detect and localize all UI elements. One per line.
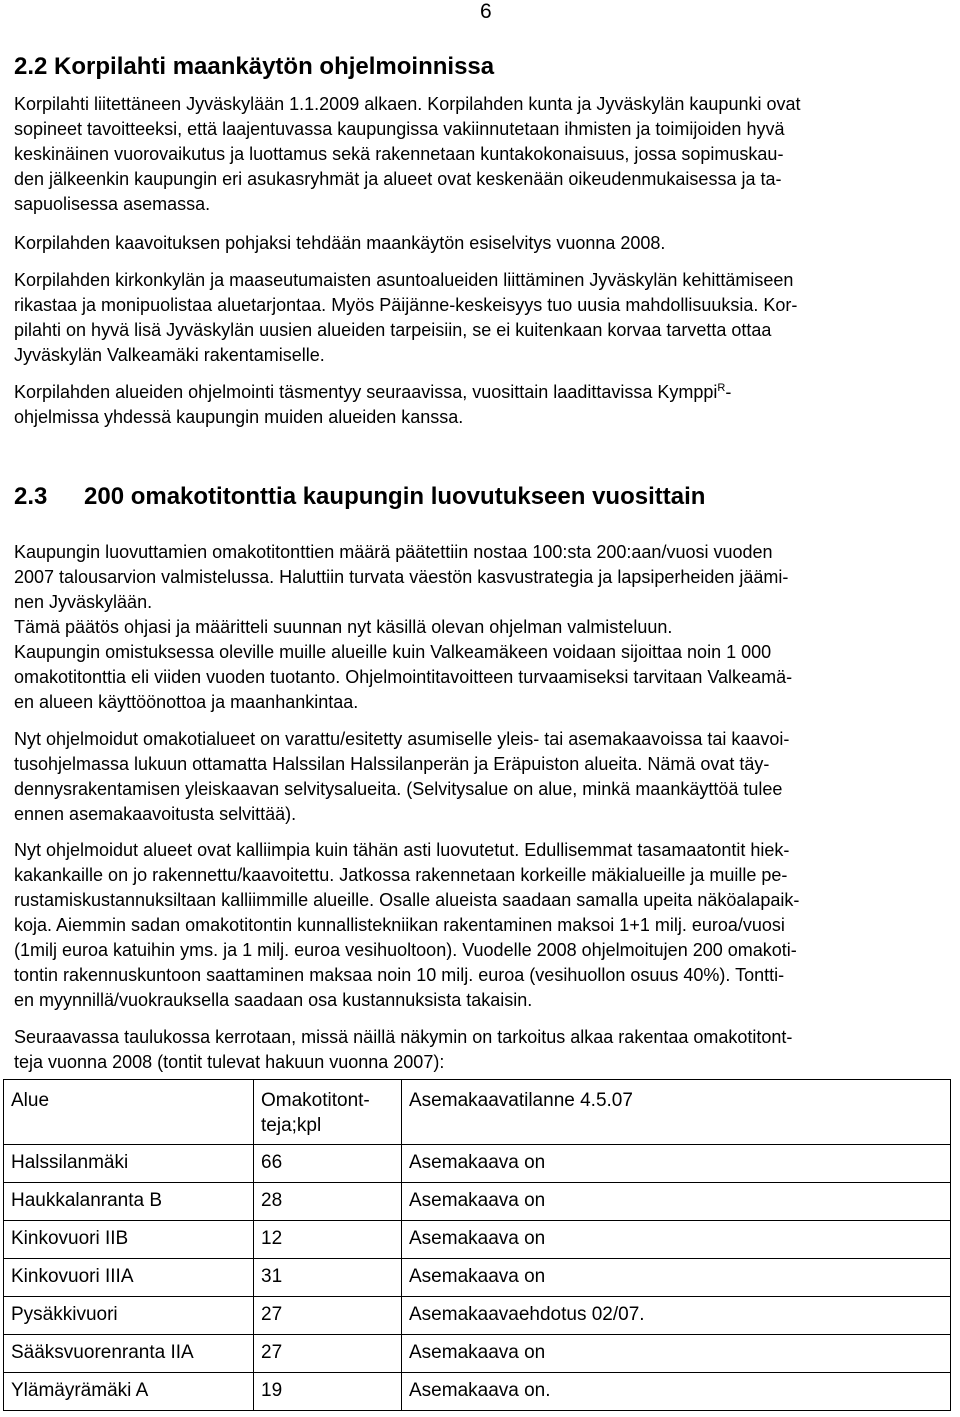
cell-area: Pysäkkivuori: [4, 1297, 254, 1335]
header-area: Alue: [4, 1080, 254, 1145]
table-row: [4, 1221, 951, 1259]
cell-count: 12: [254, 1221, 402, 1259]
superscript-r: R: [717, 382, 726, 394]
cell-status: Asemakaava on: [402, 1183, 951, 1221]
section-2-2-paragraph-3: Korpilahden kirkonkylän ja maaseutumaisten asuntoalueiden liittäminen Jyväskylän kehittämiseen rikastaa ja monipuolistaa aluetarjontaa. Myös Päijänne-keskeisyys tuo uusia mahdollisuuksia. Kor- pilahti on hyvä lisä Jyväskylän uusien alueiden tarpeisiin, se ei kuitenkaan korvaa tarvetta ottaa Jyväskylän Valkeamäki rakentamiselle.: [14, 270, 798, 365]
cell-count: 31: [254, 1259, 402, 1297]
section-2-2-paragraph-4: [14, 380, 954, 430]
header-plan-status: Asemakaavatilanne 4.5.07: [402, 1080, 951, 1145]
table-row: [4, 1259, 951, 1297]
cell-status: Asemakaavaehdotus 02/07.: [402, 1297, 951, 1335]
section-2-2-paragraph-2: Korpilahden kaavoituksen pohjaksi tehdään maankäytön esiselvitys vuonna 2008.: [14, 233, 666, 253]
cell-count: 27: [254, 1335, 402, 1373]
cell-status: Asemakaava on: [402, 1259, 951, 1297]
paragraph-text: Korpilahden alueiden ohjelmointi täsmentyy seuraavissa, vuosittain laadittavissa Kymppi: [14, 382, 718, 402]
section-2-2-heading: 2.2 Korpilahti maankäytön ohjelmoinnissa: [14, 53, 495, 80]
section-2-3-paragraph-3: Nyt ohjelmoidut alueet ovat kalliimpia kuin tähän asti luovutetut. Edullisemmat tasamaatontit hiek- kakankaille on jo rakennettu/kaavoitettu. Jatkossa rakennetaan korkeille mäkialueille ja muille pe- rustamiskustannuksiltaan kalliimmille alueille. Osalle alueista saadaan samalla upeita näköalapaik- koja. Aiemmin sadan omakotitontin kunnallistekniikan rakentaminen maksoi 1+1 milj. euroa/vuosi (1milj euroa katuihin yms. ja 1 milj. euroa vesihuoltoon). Vuodelle 2008 ohjelmoitujen 200 omakoti- tontin rakennuskuntoon saattaminen maksaa noin 10 milj. euroa (vesihuollon osuus 40%). Tontti- en myynnillä/vuokrauksella saadaan osa kustannuksista takaisin.: [14, 840, 800, 1010]
header-plot-count: Omakotitont- teja;kpl: [254, 1080, 402, 1145]
section-title: 200 omakotitonttia kaupungin luovutukseen vuosittain: [84, 483, 706, 510]
cell-status: Asemakaava on.: [402, 1373, 951, 1411]
table-row: [4, 1183, 951, 1221]
cell-count: 66: [254, 1145, 402, 1183]
table-row: [4, 1335, 951, 1373]
plots-table: [3, 1079, 951, 1411]
cell-count: 28: [254, 1183, 402, 1221]
cell-area: Haukkalanranta B: [4, 1183, 254, 1221]
cell-area: Sääksvuorenranta IIA: [4, 1335, 254, 1373]
table-row: [4, 1373, 951, 1411]
section-2-3-paragraph-1: Kaupungin luovuttamien omakotitonttien määrä päätettiin nostaa 100:sta 200:aan/vuosi vuoden 2007 talousarvion valmistelussa. Haluttiin turvata väestön kasvustrategia ja lapsiperheiden jäämi- nen Jyväskylään. Tämä päätös ohjasi ja määritteli suunnan nyt käsillä olevan ohjelman valmisteluun. Kaupungin omistuksessa oleville muille alueille kuin Valkeamäkeen voidaan sijoittaa noin 1 000 omakotitonttia eli viiden vuoden tuotanto. Ohjelmointitavoitteen turvaamiseksi tarvitaan Valkeamä- en alueen käyttöönottoa ja maanhankintaa.: [14, 542, 793, 712]
paragraph-text-continued: - ohjelmissa yhdessä kaupungin muiden alueiden kanssa.: [14, 382, 732, 427]
cell-area: Kinkovuori IIB: [4, 1221, 254, 1259]
table-row: [4, 1145, 951, 1183]
section-2-2-paragraph-1: Korpilahti liitettäneen Jyväskylään 1.1.2009 alkaen. Korpilahden kunta ja Jyväskylän kaupunki ovat sopineet tavoitteeksi, että laajentuvassa kaupungissa vakiinnutetaan ihmisten ja toimijoiden hyvä keskinäinen vuorovaikutus ja luottamus sekä rakennetaan kuntakokonaisuus, jossa sopimuskau- den jälkeenkin kaupungin eri asukasryhmät ja alueet ovat keskenään oikeudenmukaisessa ja ta- sapuolisessa asemassa.: [14, 94, 801, 214]
section-2-3-heading: [14, 482, 705, 512]
cell-area: Ylämäyrämäki A: [4, 1373, 254, 1411]
page-number: 6: [480, 0, 492, 23]
section-2-3-paragraph-2: Nyt ohjelmoidut omakotialueet on varattu/esitetty asumiselle yleis- tai asemakaavoissa tai kaavoi- tusohjelmassa lukuun ottamatta Halssilan Halssilanperän ja Eräpuiston alueita. Nämä ovat täy- dennysrakentamisen yleiskaavan selvitysalueita. (Selvitysalue on alue, minkä maankäyttöä tulee ennen asemakaavoitusta selvittää).: [14, 729, 790, 824]
section-2-3-paragraph-4: Seuraavassa taulukossa kerrotaan, missä näillä näkymin on tarkoitus alkaa rakentaa omakotitont- teja vuonna 2008 (tontit tulevat hakuun vuonna 2007):: [14, 1027, 793, 1072]
cell-area: Kinkovuori IIIA: [4, 1259, 254, 1297]
cell-status: Asemakaava on: [402, 1145, 951, 1183]
table-header-row: [4, 1080, 951, 1145]
cell-area: Halssilanmäki: [4, 1145, 254, 1183]
cell-count: 27: [254, 1297, 402, 1335]
cell-count: 19: [254, 1373, 402, 1411]
section-number: 2.3: [14, 483, 48, 510]
cell-status: Asemakaava on: [402, 1335, 951, 1373]
table-row: [4, 1297, 951, 1335]
cell-status: Asemakaava on: [402, 1221, 951, 1259]
